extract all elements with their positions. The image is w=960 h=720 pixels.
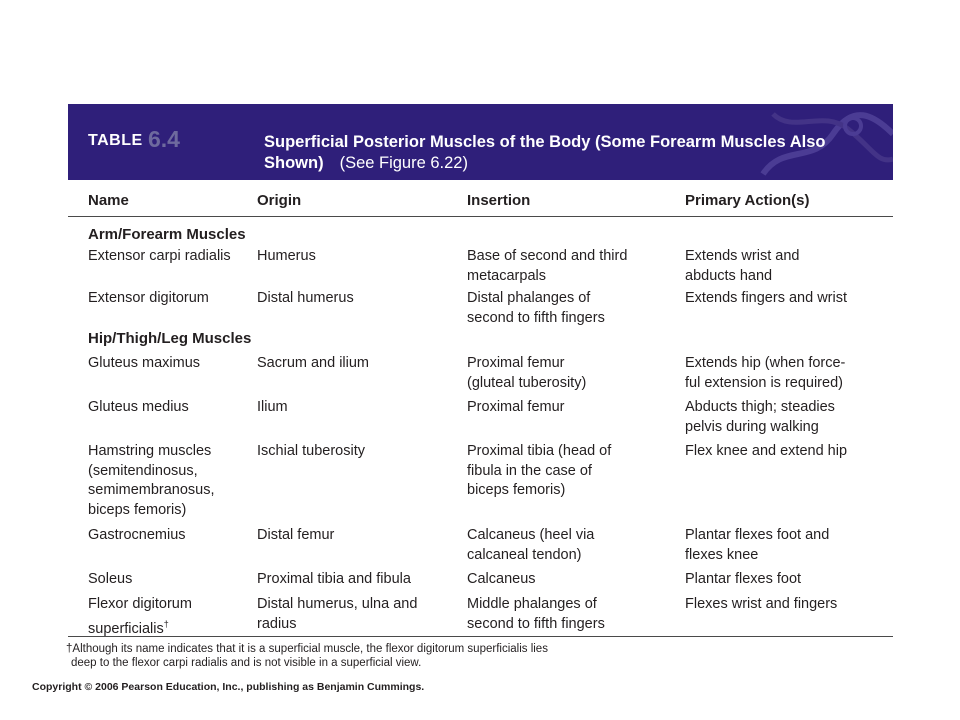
table-cell-origin [257, 570, 411, 590]
table-title-line2-text: Shown) [264, 154, 324, 172]
table-cell-action [685, 247, 799, 286]
table-cell-origin [257, 354, 369, 374]
table-cell-action [685, 442, 847, 462]
cell-line: Calcaneus (heel via [467, 527, 595, 543]
table-cell-action [685, 354, 845, 393]
cell-line: second to fifth fingers [467, 615, 605, 632]
cell-line: flexes knee [685, 546, 759, 563]
table-cell-action [685, 595, 837, 615]
table-cell-name [88, 289, 209, 309]
cell-line: Extensor carpi radialis [88, 248, 231, 264]
cell-line: Distal femur [257, 527, 335, 543]
cell-line: Plantar flexes foot and [685, 527, 830, 543]
table-cell-origin [257, 247, 316, 267]
table-cell-name [88, 398, 189, 418]
cell-line: Hamstring muscles [88, 443, 212, 459]
header-divider [68, 216, 893, 217]
cell-line: calcaneal tendon) [467, 546, 582, 563]
cell-line: Plantar flexes foot [685, 571, 802, 587]
cell-line: Extends hip (when force- [685, 355, 846, 371]
table-cell-insertion [467, 526, 594, 565]
table-cell-name [88, 442, 215, 520]
cell-line: abducts hand [685, 267, 773, 284]
cell-line: Base of second and third [467, 248, 628, 264]
table-cell-insertion [467, 442, 611, 501]
column-header-action: Primary Action(s) [685, 192, 810, 209]
footer-divider [68, 636, 893, 637]
cell-line: Gluteus medius [88, 399, 189, 415]
table-cell-origin [257, 526, 334, 546]
cell-line: Flexor digitorum [88, 596, 192, 612]
table-cell-action [685, 289, 847, 309]
cell-line: Extensor digitorum [88, 290, 209, 306]
section-heading-arm: Arm/Forearm Muscles [88, 226, 246, 243]
cell-line: superficialis† [88, 618, 169, 637]
table-label: TABLE [88, 132, 143, 149]
table-cell-insertion [467, 398, 565, 418]
column-header-name: Name [88, 192, 129, 209]
table-cell-insertion [467, 289, 605, 328]
cell-line: Distal phalanges of [467, 290, 591, 306]
section-heading-leg: Hip/Thigh/Leg Muscles [88, 330, 252, 347]
cell-line: Flexes wrist and fingers [685, 596, 838, 612]
table-cell-action [685, 398, 835, 437]
footnote-mark: † [66, 643, 73, 655]
see-figure: (See Figure 6.22) [339, 154, 468, 172]
cell-line: Gastrocnemius [88, 527, 186, 543]
cell-line: Ischial tuberosity [257, 443, 365, 459]
cell-line: Distal humerus, ulna and [257, 596, 418, 612]
table-title-line1: Superficial Posterior Muscles of the Body (Some Forearm Muscles Also [264, 133, 826, 151]
table-number: 6.4 [148, 126, 180, 152]
cell-line: pelvis during walking [685, 418, 819, 435]
table-cell-origin [257, 398, 288, 418]
cell-line: fibula in the case of [467, 462, 592, 479]
cell-line: ful extension is required) [685, 374, 843, 391]
footnote-text1: Although its name indicates that it is a superficial muscle, the flexor digitorum superficialis lies [72, 643, 548, 655]
cell-line: Proximal tibia (head of [467, 443, 612, 459]
footnote-line2: deep to the flexor carpi radialis and is not visible in a superficial view. [71, 657, 422, 669]
cell-line: biceps femoris) [467, 482, 566, 498]
table-cell-name [88, 526, 186, 546]
table-cell-name [88, 570, 132, 590]
cell-line: Proximal tibia and fibula [257, 571, 411, 587]
cell-line: Ilium [257, 399, 288, 415]
table-cell-insertion [467, 247, 627, 286]
cell-line: Flex knee and extend hip [685, 443, 848, 459]
table-cell-origin [257, 595, 417, 634]
cell-line: metacarpals [467, 267, 546, 284]
cell-line: Humerus [257, 248, 316, 264]
table-cell-name [88, 595, 192, 639]
cell-line: second to fifth fingers [467, 309, 605, 326]
cell-line: (semitendinosus, [88, 462, 198, 479]
cell-line: radius [257, 615, 297, 632]
table-title-line2 [264, 153, 893, 174]
cell-line: Proximal femur [467, 355, 565, 371]
table-banner [68, 104, 893, 180]
cell-line: Calcaneus [467, 571, 536, 587]
cell-line: (gluteal tuberosity) [467, 374, 587, 391]
footnote [66, 642, 548, 670]
column-header-origin: Origin [257, 192, 302, 209]
table-cell-insertion [467, 354, 586, 393]
cell-line: Gluteus maximus [88, 355, 201, 371]
table-cell-name [88, 354, 200, 374]
cell-line: Proximal femur [467, 399, 565, 415]
table-cell-action [685, 570, 801, 590]
dagger-superscript: † [163, 618, 169, 629]
cell-line: Extends fingers and wrist [685, 290, 847, 306]
table-cell-origin [257, 289, 354, 309]
cell-line: Soleus [88, 571, 133, 587]
table-cell-action [685, 526, 829, 565]
cell-line: Sacrum and ilium [257, 355, 370, 371]
column-header-insertion: Insertion [467, 192, 531, 209]
table-cell-name [88, 247, 231, 267]
copyright: Copyright © 2006 Pearson Education, Inc., publishing as Benjamin Cummings. [32, 681, 425, 693]
table-title [264, 132, 893, 174]
cell-line: Middle phalanges of [467, 596, 597, 612]
cell-line: Extends wrist and [685, 248, 800, 264]
cell-line: semimembranosus, [88, 482, 215, 498]
footnote-line1 [66, 642, 548, 656]
cell-line: biceps femoris) [88, 501, 187, 518]
table-cell-insertion [467, 570, 536, 590]
table-cell-insertion [467, 595, 605, 634]
cell-line: Distal humerus [257, 290, 354, 306]
cell-line: Abducts thigh; steadies [685, 399, 835, 415]
table-cell-origin [257, 442, 365, 462]
